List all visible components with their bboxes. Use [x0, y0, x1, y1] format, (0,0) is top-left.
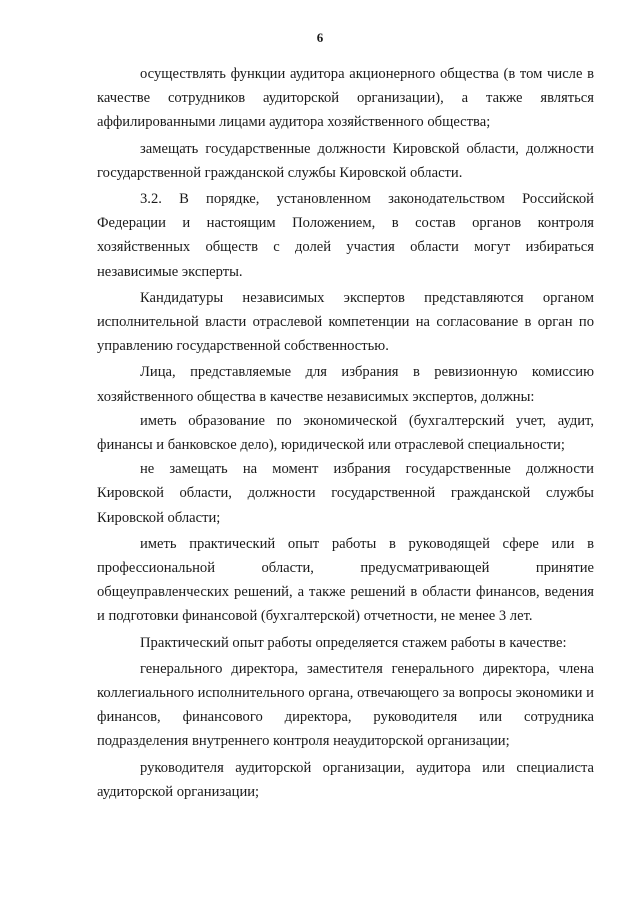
paragraph: иметь практический опыт работы в руководящей сфере или в профессиональной области, предусматривающей принятие общеуправленческих решений, а также решений в области финансов, ведения и подготовки финансовой (бухгалтерской) отчетности, не менее 3 лет. — [97, 535, 594, 625]
paragraph: Практический опыт работы определяется стажем работы в качестве: — [140, 634, 567, 651]
paragraph: Кандидатуры независимых экспертов представляются органом исполнительной власти отраслевой компетенции на согласование в орган по управлению государственной собственностью. — [97, 289, 594, 355]
page-number: 6 — [316, 30, 324, 45]
paragraph: генерального директора, заместителя генерального директора, члена коллегиального исполнительного органа, отвечающего за вопросы экономики и финансов, финансового директора, руководителя или сотрудника подразделения внутреннего контроля неаудиторской организации; — [97, 660, 594, 750]
document-body — [97, 62, 594, 804]
paragraph: 3.2. В порядке, установленном законодательством Российской Федерации и настоящим Положением, в состав органов контроля хозяйственных обществ с долей участия области могут избираться независимые эксперты. — [97, 191, 594, 280]
paragraph: иметь образование по экономической (бухгалтерский учет, аудит, финансы и банковское дело), юридической или отраслевой специальности; — [97, 412, 594, 454]
paragraph: осуществлять функции аудитора акционерного общества (в том числе в качестве сотрудников аудиторской организации), а также являться аффилированными лицами аудитора хозяйственного общества; — [97, 66, 594, 131]
paragraph: Лица, представляемые для избрания в ревизионную комиссию хозяйственного общества в качестве независимых экспертов, должны: — [97, 364, 594, 405]
paragraph: руководителя аудиторской организации, аудитора или специалиста аудиторской организации; — [97, 759, 594, 800]
paragraph: замещать государственные должности Кировской области, должности государственной гражданской службы Кировской области. — [97, 140, 594, 181]
paragraph: не замещать на момент избрания государственные должности Кировской области, должности государственной гражданской службы Кировской области; — [97, 461, 594, 526]
